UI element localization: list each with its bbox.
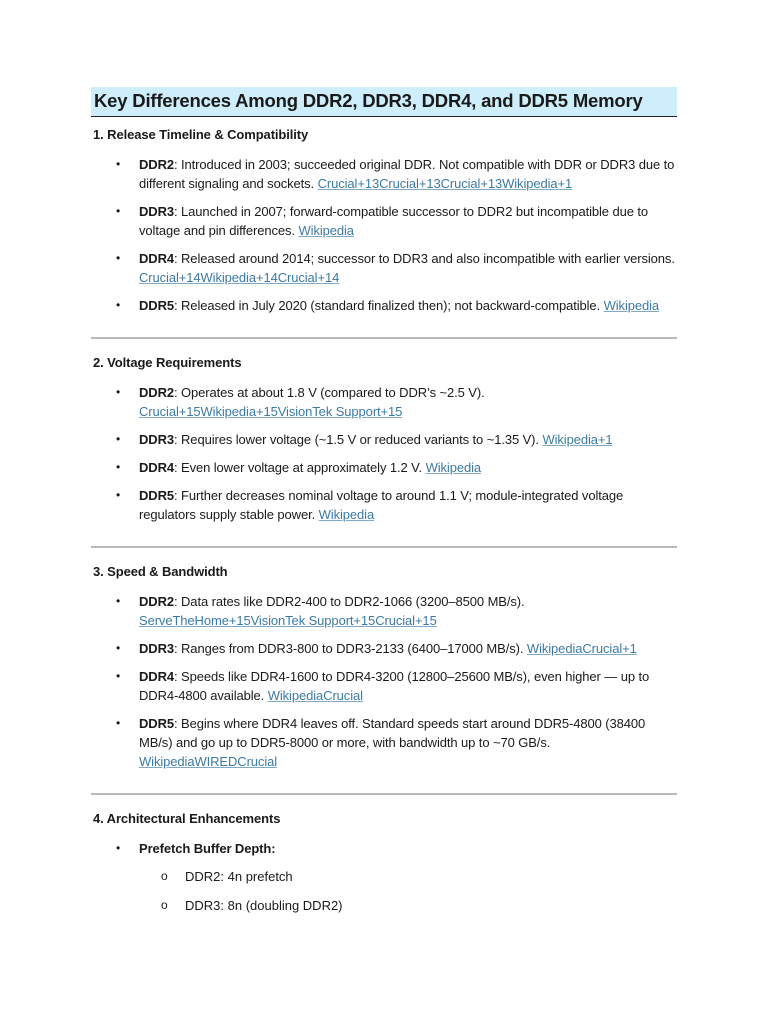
item-term: DDR4 (139, 251, 174, 266)
item-term: DDR3 (139, 641, 174, 656)
item-term: Prefetch Buffer Depth: (139, 841, 276, 856)
list-item (91, 202, 677, 240)
item-text: : Begins where DDR4 leaves off. Standard speeds start around DDR5-4800 (38400 MB/s) and go up to DDR5-8000 or more, with bandwidth up to ~70 GB/s. (139, 716, 646, 750)
sub-bullet-list (91, 867, 677, 915)
list-item (91, 155, 677, 193)
item-term: DDR3 (139, 204, 174, 219)
item-text: : Ranges from DDR3-800 to DDR3-2133 (6400–17000 MB/s). (174, 641, 527, 656)
item-text: : Launched in 2007; forward-compatible successor to DDR2 but incompatible due to voltage and pin differences. (139, 204, 648, 238)
source-link[interactable]: Wikipedia (318, 507, 375, 522)
section-divider (91, 546, 677, 548)
source-link[interactable]: Crucial+14Wikipedia+14Crucial+14 (139, 270, 340, 285)
list-item (91, 592, 677, 630)
section-heading: 4. Architectural Enhancements (93, 811, 281, 826)
item-text: : Introduced in 2003; succeeded original DDR. Not compatible with DDR or DDR3 due to different signaling and sockets. (139, 157, 675, 191)
section-divider (91, 793, 677, 795)
list-item (91, 639, 677, 658)
list-item (91, 667, 677, 705)
item-text: : Released in July 2020 (standard finalized then); not backward-compatible. (174, 298, 604, 313)
item-term: DDR4 (139, 669, 174, 684)
bullet-list (91, 592, 677, 771)
list-item (91, 839, 677, 858)
list-item (91, 296, 677, 315)
section-speed-bandwidth (91, 564, 677, 771)
list-item (91, 714, 677, 771)
bullet-list (91, 155, 677, 315)
sub-list-item (91, 896, 677, 915)
item-text: : Speeds like DDR4-1600 to DDR4-3200 (12800–25600 MB/s), even higher — up to DDR4-4800 available. (139, 669, 650, 703)
section-voltage (91, 355, 677, 524)
section-heading: 3. Speed & Bandwidth (93, 564, 228, 579)
item-term: DDR5 (139, 488, 174, 503)
source-link[interactable]: Wikipedia (425, 460, 482, 475)
item-term: DDR4 (139, 460, 174, 475)
source-link[interactable]: ServeTheHome+15VisionTek Support+15Crucial+15 (139, 613, 437, 628)
item-text: : Even lower voltage at approximately 1.2 V. (174, 460, 426, 475)
section-heading: 1. Release Timeline & Compatibility (93, 127, 309, 142)
item-term: DDR5 (139, 716, 174, 731)
source-link[interactable]: Wikipedia (603, 298, 660, 313)
source-link[interactable]: Wikipedia (298, 223, 354, 238)
source-link[interactable]: WikipediaCrucial (267, 688, 363, 703)
section-architecture (91, 811, 677, 915)
source-link[interactable]: WikipediaCrucial+1 (526, 641, 637, 656)
item-text: : Operates at about 1.8 V (compared to DDR’s ~2.5 V). (174, 385, 485, 400)
bullet-icon: • (116, 669, 121, 683)
document-title: Key Differences Among DDR2, DDR3, DDR4, and DDR5 Memory (91, 87, 677, 117)
sub-item-text: DDR2: 4n prefetch (185, 869, 293, 884)
item-term: DDR2 (139, 594, 174, 609)
item-text: : Further decreases nominal voltage to around 1.1 V; module-integrated voltage regulators supply stable power. (139, 488, 624, 522)
item-term: DDR3 (139, 432, 174, 447)
bullet-list (91, 383, 677, 524)
document-page (91, 87, 677, 915)
list-item (91, 458, 677, 477)
source-link[interactable]: WikipediaWIREDCrucial (139, 754, 278, 769)
list-item (91, 249, 677, 287)
source-link[interactable]: Crucial+15Wikipedia+15VisionTek Support+15 (139, 404, 403, 419)
list-item (91, 486, 677, 524)
list-item (91, 383, 677, 421)
source-link[interactable]: Wikipedia+1 (542, 432, 613, 447)
bullet-icon: • (116, 488, 121, 502)
sub-list-item (91, 867, 677, 886)
bullet-icon: • (116, 641, 121, 655)
bullet-icon: • (116, 251, 121, 265)
item-text: : Data rates like DDR2-400 to DDR2-1066 (3200–8500 MB/s). (174, 594, 525, 609)
sub-item-text: DDR3: 8n (doubling DDR2) (185, 898, 343, 913)
bullet-icon: • (116, 841, 121, 855)
item-term: DDR2 (139, 385, 174, 400)
bullet-icon: • (116, 298, 121, 312)
item-term: DDR5 (139, 298, 174, 313)
bullet-icon: • (116, 594, 121, 608)
bullet-icon: • (116, 460, 121, 474)
bullet-list (91, 839, 677, 858)
circle-bullet-icon: o (161, 898, 168, 912)
bullet-icon: • (116, 716, 121, 730)
source-link[interactable]: Crucial+13Crucial+13Crucial+13Wikipedia+1 (317, 176, 573, 191)
bullet-icon: • (116, 432, 121, 446)
circle-bullet-icon: o (161, 869, 168, 883)
item-term: DDR2 (139, 157, 174, 172)
section-heading: 2. Voltage Requirements (93, 355, 242, 370)
bullet-icon: • (116, 385, 121, 399)
section-divider (91, 337, 677, 339)
bullet-icon: • (116, 157, 121, 171)
list-item (91, 430, 677, 449)
item-text: : Requires lower voltage (~1.5 V or reduced variants to ~1.35 V). (174, 432, 543, 447)
item-text: : Released around 2014; successor to DDR3 and also incompatible with earlier versions. (174, 251, 675, 266)
section-release-timeline (91, 127, 677, 315)
bullet-icon: • (116, 204, 121, 218)
